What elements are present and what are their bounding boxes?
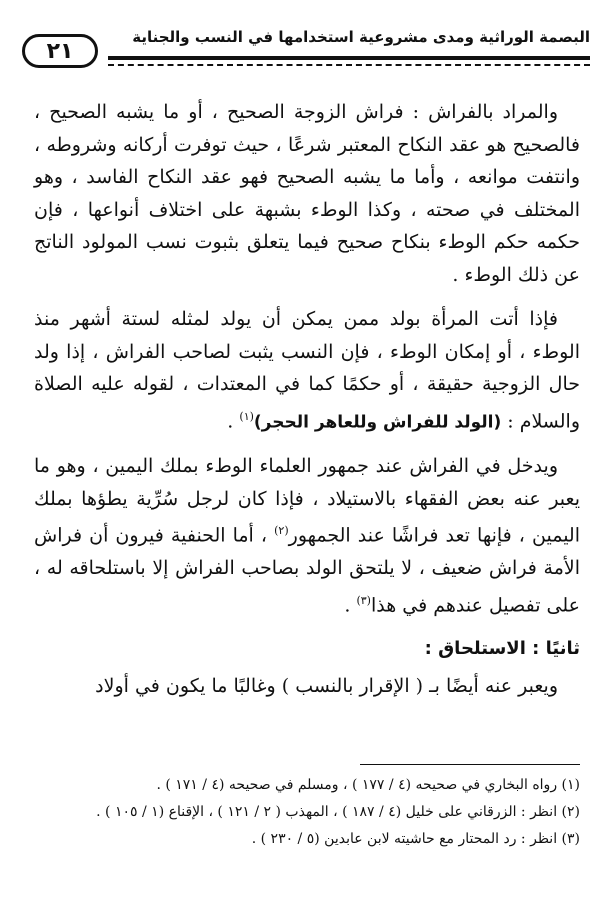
footnote-ref-1: (١)	[239, 409, 254, 423]
paragraph-4: ويعبر عنه أيضًا بـ ( الإقرار بالنسب ) وغالبًا ما يكون في أولاد	[95, 674, 558, 697]
page-header	[22, 28, 590, 76]
page-number-badge	[22, 34, 98, 68]
footnotes	[32, 772, 580, 853]
paragraph-2-text: فإذا أتت المرأة بولد ممن يمكن أن يولد لمثله لستة أشهر منذ الوطء ، أو إمكان الوطء ، فإن النسب يثبت لصاحب الفراش ، إذا ولد حال الزوجية حقيقة ، أو حكمًا كما في المعتدات ، لقوله عليه الصلاة والسلام :	[34, 308, 580, 432]
footnote-3: (٣) انظر : رد المحتار مع حاشيته لابن عابدين (٥ / ٢٣٠ ) .	[251, 831, 580, 847]
paragraph-1: والمراد بالفراش : فراش الزوجة الصحيح ، أو ما يشبه الصحيح ، فالصحيح هو عقد النكاح المعتبر شرعًا ، حيث توفرت أركانه وشروطه ، وانتفت موانعه ، وأما ما يشبه الصحيح فهو عقد النكاح الفاسد ، وهو المختلف في صحته ، وكذا الوطء بشبهة على اختلاف أنواعها ، فإن حكمه حكم الوطء بنكاح صحيح فيما يتعلق بثبوت نسب المولود الناتج عن ذلك الوطء .	[34, 101, 580, 286]
footnote-ref-3: (٣)	[356, 593, 371, 607]
footnote-divider	[360, 764, 580, 765]
main-text	[34, 96, 580, 714]
header-rule	[108, 56, 590, 60]
header-dashed-rule	[108, 64, 590, 66]
paragraph-3-end: .	[344, 593, 357, 616]
section-heading: ثانيًا : الاستلحاق :	[424, 638, 580, 660]
running-title: البصمة الوراثية ومدى مشروعية استخدامها في النسب والجناية	[132, 28, 590, 46]
paragraph-2	[34, 303, 580, 438]
footnote-2: (٢) انظر : الزرقاني على خليل (٤ / ١٨٧ ) ، المهذب ( ٢ / ١٢١ ) ، الإقناع (١ / ١٠٥ ) .	[96, 804, 580, 820]
paragraph-2-end: .	[227, 409, 240, 432]
page-number: ٢١	[46, 38, 74, 64]
footnote-ref-2: (٢)	[274, 524, 289, 538]
paragraph-3-text: ويدخل في الفراش عند جمهور العلماء الوطء بملك اليمين ، وهو ما يعبر عنه بعض الفقهاء بالاستيلاد ، فإذا كان لرجل سُرِّية يطؤها بملك اليمين ، فإنها تعد فراشًا عند الجمهور	[34, 455, 580, 547]
footnote-1: (١) رواه البخاري في صحيحه (٤ / ١٧٧ ) ، ومسلم في صحيحه (٤ / ١٧١ ) .	[156, 777, 580, 793]
paragraph-3	[34, 450, 580, 621]
hadith-quote: (الولد للفراش وللعاهر الحجر)	[253, 411, 502, 432]
paragraph-3-text-2: ، أما الحنفية فيرون أن فراش الأمة فراش ضعيف ، لا يلتحق الولد بصاحب الفراش إلا باستلحاقه له ، على تفصيل عندهم في هذا	[34, 524, 580, 616]
